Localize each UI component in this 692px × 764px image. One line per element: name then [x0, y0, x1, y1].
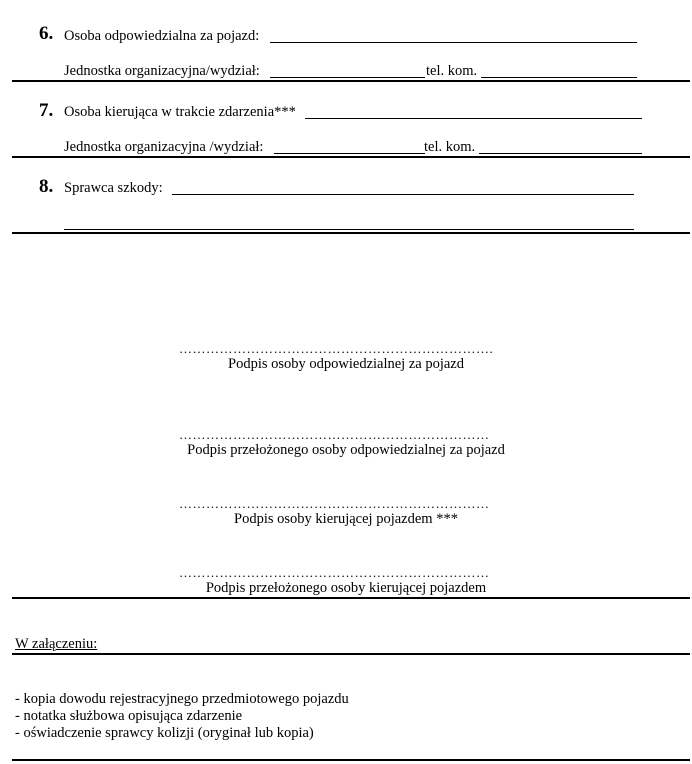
attachment-item: - oświadczenie sprawcy kolizji (oryginał lub kopia)	[15, 725, 314, 741]
section-divider	[12, 232, 690, 234]
attachments-heading: W załączeniu:	[15, 636, 98, 652]
signature-line[interactable]: ……………………………………………………………	[179, 565, 490, 580]
section-7-phone-field[interactable]	[479, 153, 642, 154]
driver-field[interactable]	[305, 118, 642, 119]
section-7-number: 7.	[39, 100, 54, 121]
attachment-item: - kopia dowodu rejestracyjnego przedmiotowego pojazdu	[15, 691, 349, 707]
signature-label-driver: Podpis osoby kierującej pojazdem ***	[234, 511, 458, 527]
section-divider	[12, 597, 690, 599]
section-6-number: 6.	[39, 23, 54, 44]
section-7-phone-label: tel. kom.	[424, 139, 476, 155]
perpetrator-label: Sprawca szkody:	[64, 180, 163, 196]
perpetrator-field-line-2[interactable]	[64, 229, 634, 230]
signature-label-supervisor-responsible: Podpis przełożonego osoby odpowiedzialnej za pojazd	[187, 442, 505, 458]
attachment-item: - notatka służbowa opisująca zdarzenie	[15, 708, 243, 724]
perpetrator-field[interactable]	[172, 194, 634, 195]
section-divider	[12, 156, 690, 158]
signature-label-responsible: Podpis osoby odpowiedzialnej za pojazd	[228, 356, 464, 372]
section-6-unit-label: Jednostka organizacyjna/wydział:	[64, 63, 260, 79]
signature-line[interactable]: ……………………………………………………………	[179, 427, 490, 442]
section-6-unit-field[interactable]	[270, 77, 425, 78]
section-divider	[12, 759, 690, 761]
driver-label: Osoba kierująca w trakcie zdarzenia***	[64, 104, 296, 120]
section-6-phone-label: tel. kom.	[426, 63, 478, 79]
responsible-person-field[interactable]	[270, 42, 637, 43]
signature-label-supervisor-driver: Podpis przełożonego osoby kierującej pojazdem	[205, 580, 487, 596]
section-8-number: 8.	[39, 176, 54, 197]
responsible-person-label: Osoba odpowiedzialna za pojazd:	[64, 28, 260, 44]
signature-line[interactable]: …………………………………………………………….	[179, 341, 494, 356]
section-divider	[12, 80, 690, 82]
signature-line[interactable]: ……………………………………………………………	[179, 496, 490, 511]
section-divider	[12, 653, 690, 655]
section-6-phone-field[interactable]	[481, 77, 637, 78]
section-7-unit-label: Jednostka organizacyjna /wydział:	[64, 139, 264, 155]
section-7-unit-field[interactable]	[274, 153, 425, 154]
